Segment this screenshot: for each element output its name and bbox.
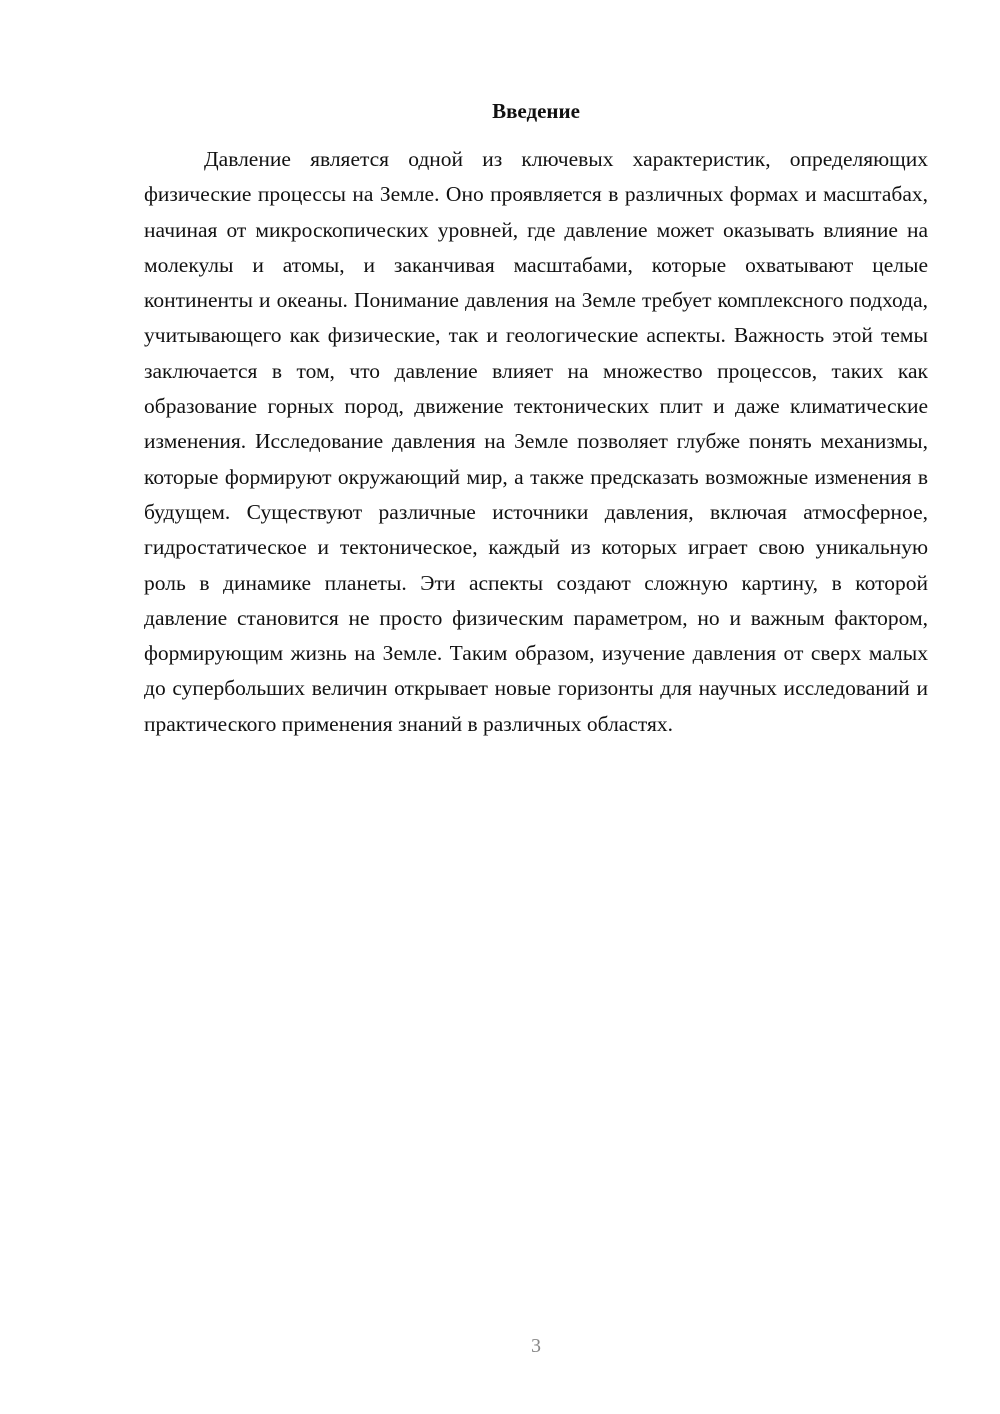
intro-paragraph: Давление является одной из ключевых характеристик, определяющих физические процессы на Земле. Оно проявляется в различных формах и масштабах, начиная от микроскопических уровней, где давление может оказывать влияние на молекулы и атомы, и заканчивая масштабами, которые охватывают целые континенты и океаны. Понимание давления на Земле требует комплексного подхода, учитывающего как физические, так и геологические аспекты. Важность этой темы заключается в том, что давление влияет на множество процессов, таких как образование горных пород, движение тектонических плит и даже климатические изменения. Исследование давления на Земле позволяет глубже понять механизмы, которые формируют окружающий мир, а также предсказать возможные изменения в будущем. Существуют различные источники давления, включая атмосферное, гидростатическое и тектоническое, каждый из которых играет свою уникальную роль в динамике планеты. Эти аспекты создают сложную картину, в которой давление становится не просто физическим параметром, но и важным фактором, формирующим жизнь на Земле. Таким образом, изучение давления от сверх малых до супербольших величин открывает новые горизонты для научных исследований и практического применения знаний в различных областях.: [144, 147, 928, 736]
page-number: 3: [531, 1335, 541, 1357]
section-title: Введение: [492, 99, 580, 123]
